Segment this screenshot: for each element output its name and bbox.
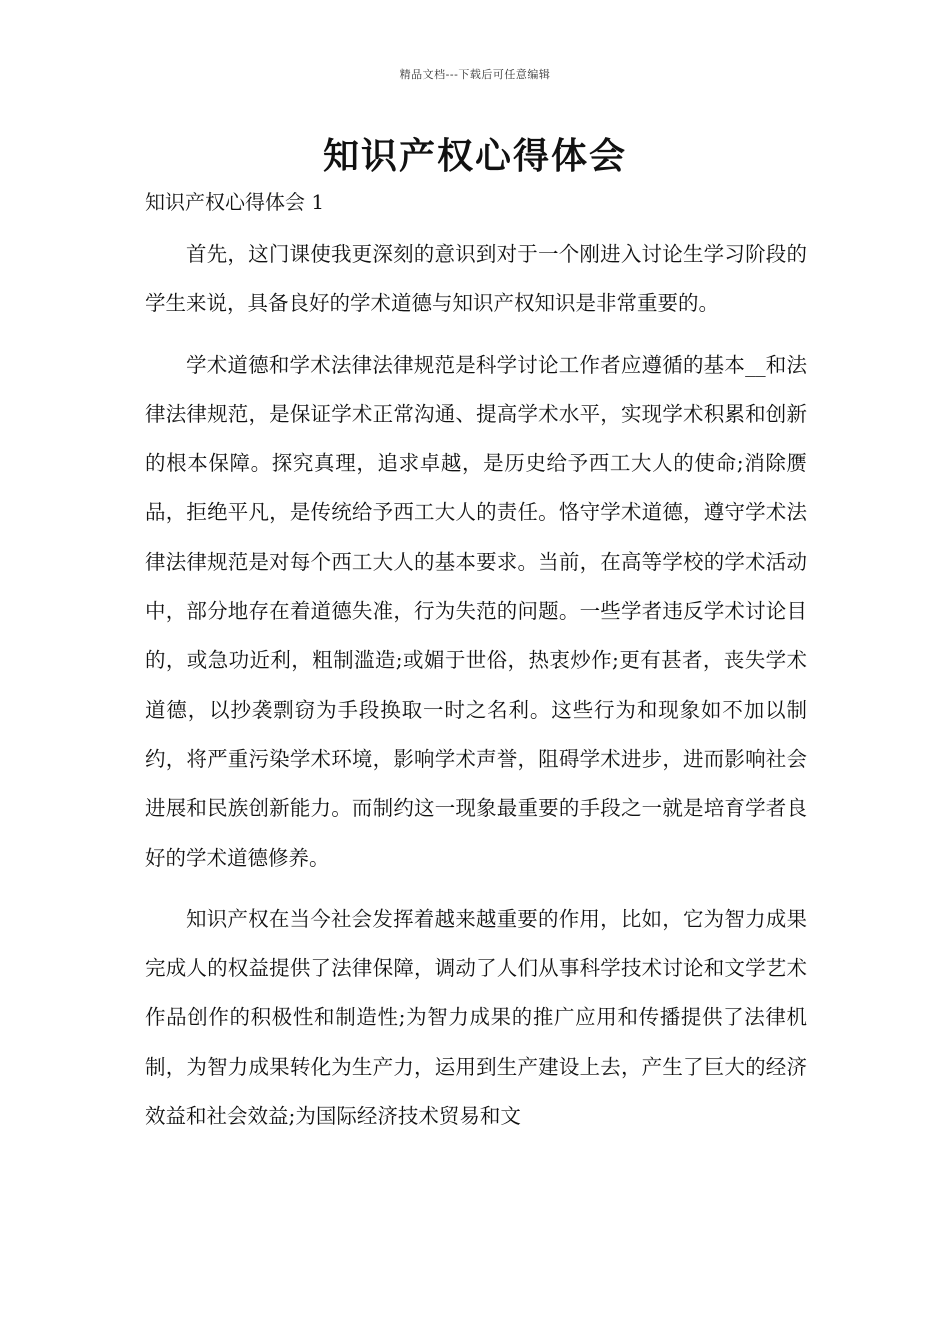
paragraph: 学术道德和学术法律法律规范是科学讨论工作者应遵循的基本__和法律法律规范，是保证学术正常沟通、提高学术水平，实现学术积累和创新的根本保障。探究真理，追求卓越，是历史给予西工大人的使命;消除赝品，拒绝平凡，是传统给予西工大人的责任。恪守学术道德，遵守学术法律法律规范是对每个西工大人的基本要求。当前，在高等学校的学术活动中，部分地存在着道德失准，行为失范的问题。一些学者违反学术讨论目的，或急功近利，粗制滥造;或媚于世俗，热衷炒作;更有甚者，丧失学术道德，以抄袭剽窃为手段换取一时之名利。这些行为和现象如不加以制约，将严重污染学术环境，影响学术声誉，阻碍学术进步，进而影响社会进展和民族创新能力。而制约这一现象最重要的手段之一就是培育学者良好的学术道德修养。 [145,352,807,870]
document-title: 知识产权心得体会 [322,135,627,177]
paragraph: 知识产权在当今社会发挥着越来越重要的作用，比如，它为智力成果完成人的权益提供了法律保障，调动了人们从事科学技术讨论和文学艺术作品创作的积极性和制造性;为智力成果的推广应用和传播提供了法律机制，为智力成果转化为生产力，运用到生产建设上去，产生了巨大的经济效益和社会效益;为国际经济技术贸易和文 [145,906,807,1129]
section-subheading: 知识产权心得体会 1 [145,190,325,214]
document-body [145,230,807,1153]
paragraph: 首先，这门课使我更深刻的意识到对于一个刚进入讨论生学习阶段的学生来说，具备良好的学术道德与知识产权知识是非常重要的。 [145,242,807,316]
header-note: 精品文档---下载后可任意编辑 [399,68,551,81]
